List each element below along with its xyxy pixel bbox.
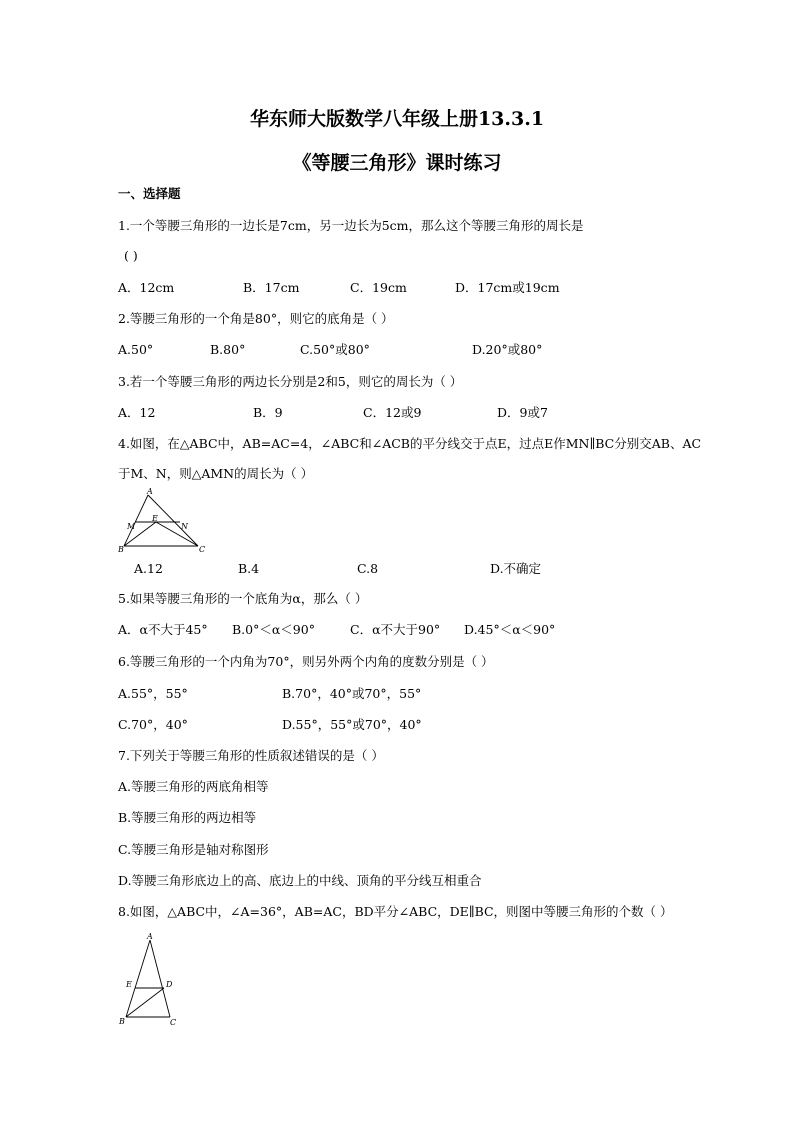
q4-option-b: B.4 [238, 561, 260, 576]
q7-option-a: A.等腰三角形的两底角相等 [118, 779, 269, 794]
q8-triangle-figure [118, 932, 188, 1026]
q8-bisector-bd [126, 988, 164, 1017]
q4-label-a: A [147, 487, 153, 496]
q6-option-c: C.70°，40° [118, 717, 188, 732]
q4-stem: 4.如图，在△ABC中，AB=AC=4，∠ABC和∠ACB的平分线交于点E，过点E作MN∥BC分别交AB、AC [118, 436, 702, 451]
q1-option-a: A．12cm [118, 280, 175, 295]
q4-label-m: M [127, 522, 136, 531]
q3-option-c: C．12或9 [363, 405, 422, 420]
title-line-2: 《等腰三角形》课时练习 [292, 152, 502, 174]
q2-option-a: A.50° [118, 342, 154, 357]
q3-option-a: A．12 [118, 405, 156, 420]
q8-stem: 8.如图，△ABC中，∠A=36°，AB=AC，BD平分∠ABC，DE∥BC，则图中等腰三角形的个数（ ） [118, 904, 673, 919]
q4-triangle-figure [118, 487, 213, 553]
q4-label-c: C [199, 545, 206, 553]
q8-label-d: D [166, 980, 173, 989]
q8-label-a: A [147, 932, 153, 941]
q6-option-d: D.55°，55°或70°，40° [282, 717, 422, 732]
section-heading: 一、选择题 [118, 186, 181, 201]
q2-option-d: D.20°或80° [472, 342, 543, 357]
q4-option-d: D.不确定 [490, 561, 542, 576]
q4-option-a: A.12 [134, 561, 163, 576]
q5-option-d: D.45°＜α＜90° [464, 622, 556, 637]
q1-option-c: C．19cm [350, 280, 407, 295]
q1-option-d: D．17cm或19cm [455, 280, 560, 295]
q8-side-ab [126, 940, 150, 1017]
q7-option-b: B.等腰三角形的两边相等 [118, 810, 257, 825]
title-line-1: 华东师大版数学八年级上册13.3.1 [249, 108, 545, 130]
q5-option-c: C．α不大于90° [350, 622, 441, 637]
q8-label-e: E [126, 980, 132, 989]
q4-side-ab [124, 495, 148, 546]
q6-stem: 6.等腰三角形的一个内角为70°，则另外两个内角的度数分别是（ ） [118, 654, 494, 669]
q7-option-d: D.等腰三角形底边上的高、底边上的中线、顶角的平分线互相重合 [118, 873, 482, 888]
q8-label-b: B [119, 1017, 125, 1026]
q4-label-e: E [152, 514, 158, 523]
q4-option-c: C.8 [357, 561, 379, 576]
q4-label-b: B [118, 545, 124, 553]
q5-option-a: A．α不大于45° [118, 622, 208, 637]
q8-side-ac [150, 940, 170, 1017]
q6-option-a: A.55°，55° [118, 686, 188, 701]
q4-bisector-ce [156, 522, 198, 546]
q5-stem: 5.如果等腰三角形的一个底角为α，那么（ ） [118, 591, 368, 606]
q6-option-b: B.70°，40°或70°，55° [282, 686, 422, 701]
q3-stem: 3.若一个等腰三角形的两边长分别是2和5，则它的周长为（ ） [118, 374, 463, 389]
q2-option-c: C.50°或80° [300, 342, 370, 357]
q1-paren: ( ) [124, 248, 138, 263]
q8-label-c: C [170, 1018, 177, 1026]
q3-option-b: B．9 [253, 405, 283, 420]
q4-label-n: N [181, 522, 188, 531]
q2-stem: 2.等腰三角形的一个角是80°，则它的底角是（ ） [118, 311, 394, 326]
q2-option-b: B.80° [210, 342, 246, 357]
q1-option-b: B．17cm [243, 280, 300, 295]
q5-option-b: B.0°＜α＜90° [232, 622, 315, 637]
q7-option-c: C.等腰三角形是轴对称图形 [118, 842, 269, 857]
q4-stem-cont: 于M、N，则△AMN的周长为（ ） [118, 466, 314, 481]
q3-option-d: D．9或7 [497, 405, 548, 420]
q7-stem: 7.下列关于等腰三角形的性质叙述错误的是（ ） [118, 748, 384, 763]
q1-stem: 1.一个等腰三角形的一边长是7cm，另一边长为5cm，那么这个等腰三角形的周长是 [118, 218, 584, 233]
